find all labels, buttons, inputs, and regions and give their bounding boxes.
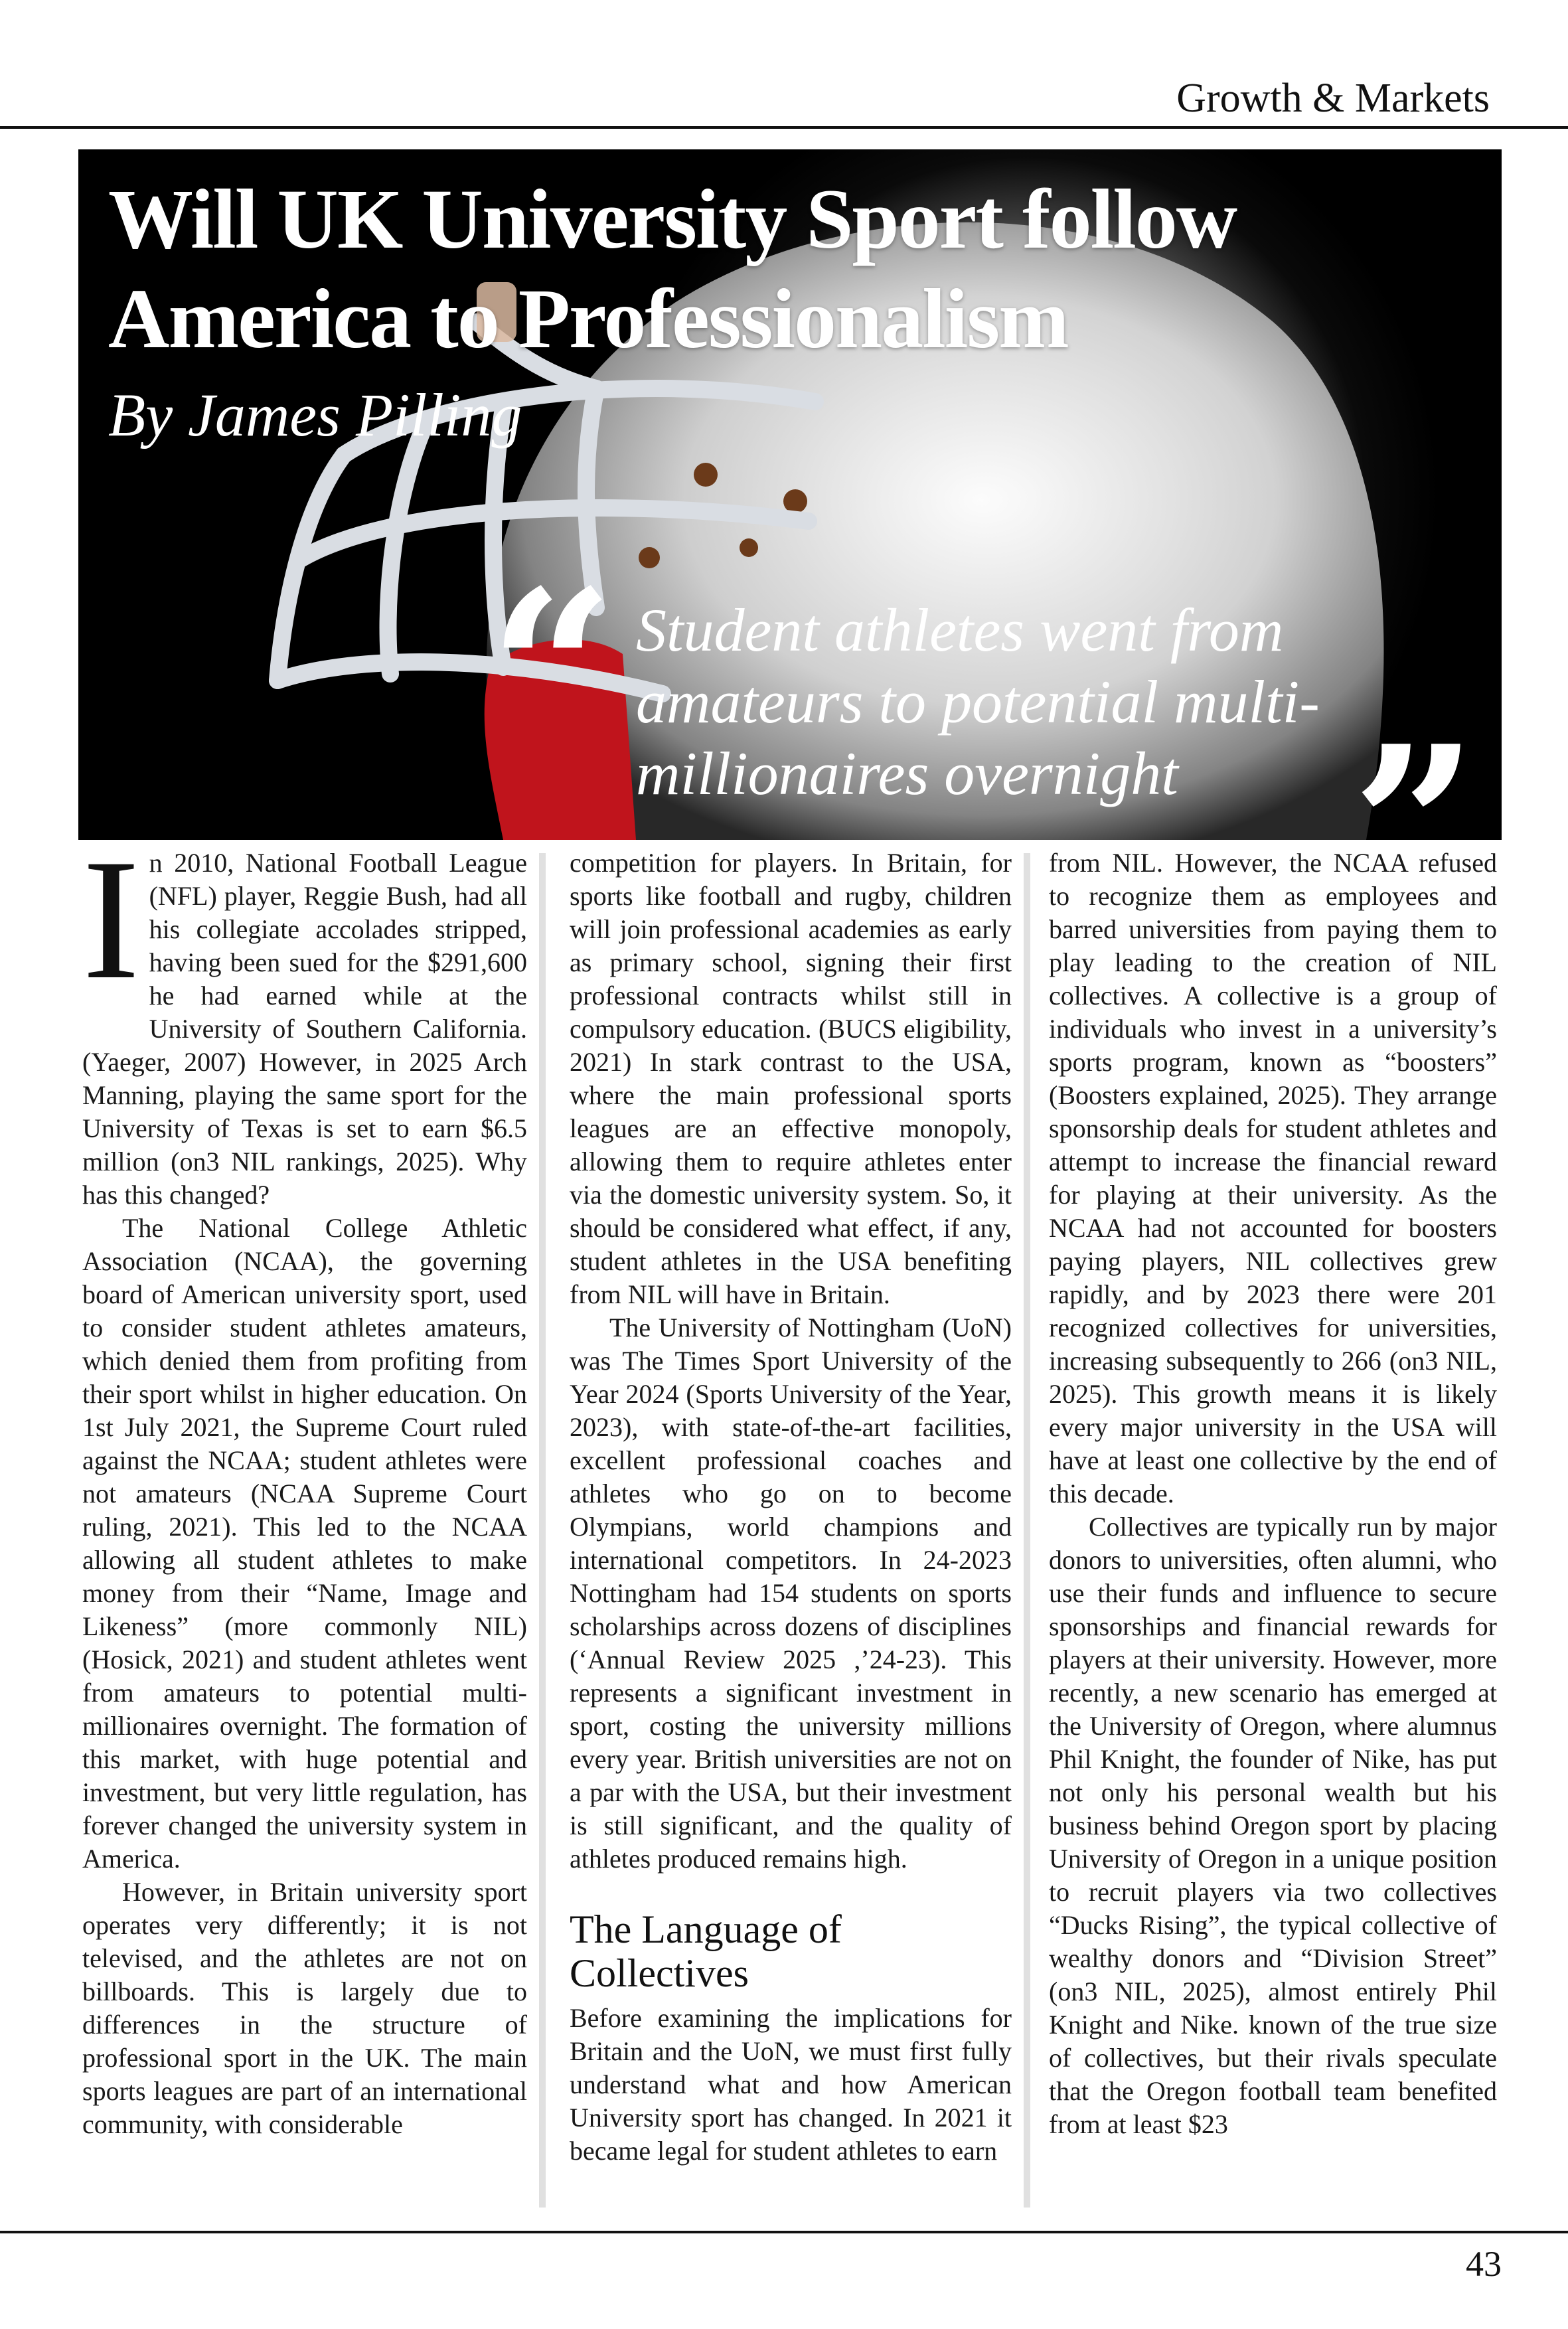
column-divider — [1024, 853, 1030, 2208]
paragraph: Before examining the implications for Britain and the UoN, we must first fully understand what and how American University sport has changed. In 2021 it became legal for student athletes to earn — [570, 2003, 1012, 2166]
paragraph: from NIL. However, the NCAA refused to recognize them as employees and barred universities from paying them to play leading to the creation of NIL collectives. A collective is a group of individuals who invest in a university’s sports program, known as “boosters” (Boosters explained, 2025). They arrange sponsorship deals for student athletes and attempt to increase the financial reward for playing at their university. As the NCAA had not accounted for boosters paying players, NIL collectives grew rapidly, and by 2023 there were 201 recognized collectives for universities, increasing subsequently to 266 (on3 NIL, 2025). This growth means it is likely every major university in the USA will have at least one collective by the end of this decade. — [1049, 848, 1497, 1508]
open-quote-mark: “ — [489, 542, 615, 799]
top-divider — [0, 126, 1568, 129]
paragraph: competition for players. In Britain, for sports like football and rugby, children will join professional academies as early as primary school, signing their first professional contracts whilst still in compulsory education. (BUCS eligibility, 2021) In stark contrast to the USA, where the main professional sports leagues are an effective monopoly, allowing them to require athletes enter via the domestic university system. So, it should be considered what effect, if any, student athletes in the USA benefiting from NIL will have in Britain. — [570, 848, 1012, 1309]
article-column-3 — [1049, 846, 1497, 2201]
close-quote-mark: ” — [1352, 698, 1478, 840]
paragraph: The National College Athletic Association (NCAA), the governing board of American university sport, used to consider student athletes amateurs, which denied them from profiting from their sport whilst in higher education. On 1st July 2021, the Supreme Court ruled against the NCAA; student athletes were not amateurs (NCAA Supreme Court ruling, 2021). This led to the NCAA allowing all student athletes to make money from their “Name, Image and Likeness” (more commonly NIL) (Hosick, 2021) and student athletes went from amateurs to potential multi-millionaires overnight. The formation of this market, with huge potential and investment, but very little regulation, has forever changed the university system in America. — [82, 1213, 527, 1874]
drop-cap: I — [82, 846, 140, 1015]
column-divider — [539, 853, 546, 2208]
hero-image — [78, 149, 1502, 840]
paragraph: Collectives are typically run by major donors to universities, often alumni, who use their funds and influence to secure sponsorships and financial rewards for players at their university. However, more recently, a new scenario has emerged at the University of Oregon, where alumnus Phil Knight, the founder of Nike, has put not only his personal wealth but his business behind Oregon sport by placing University of Oregon in a unique position to recruit players via two collectives “Ducks Rising”, the typical collective of wealthy donors and “Division Street” (on3 NIL, 2025), almost entirely Phil Knight and Nike. known of the true size of collectives, but their rivals speculate that the Oregon football team benefited from at least $23 — [1049, 1512, 1497, 2139]
article-column-1 — [82, 846, 527, 2201]
article-byline: By James Pilling — [108, 381, 522, 449]
page-number: 43 — [1466, 2244, 1502, 2284]
bottom-divider — [0, 2231, 1568, 2233]
helmet-screw — [783, 489, 807, 513]
section-subheading: The Language of Collectives — [570, 1907, 842, 1995]
helmet-screw — [694, 463, 718, 487]
helmet-screw — [639, 547, 660, 568]
paragraph: However, in Britain university sport operates very differently; it is not televised, and the athletes are not on billboards. This is largely due to differences in the structure of professional sport in the UK. The main sports leagues are part of an international community, with considerable — [82, 1877, 527, 2139]
section-label: Growth & Markets — [1176, 76, 1490, 121]
article-column-2 — [570, 846, 1012, 2201]
paragraph: n 2010, National Football League (NFL) player, Reggie Bush, had all his collegiate accolades stripped, having been sued for the $291,600 he had earned while at the University of Southern California. (Yaeger, 2007) However, in 2025 Arch Manning, playing the same sport for the University of Texas is set to earn $6.5 million (on3 NIL rankings, 2025). Why has this changed? — [82, 848, 527, 1210]
article-headline: Will UK University Sport follow America to Professionalism — [108, 172, 1237, 366]
helmet-screw — [740, 538, 758, 557]
pull-quote: Student athletes went from amateurs to potential multi-millionaires overnight — [636, 596, 1320, 807]
paragraph: The University of Nottingham (UoN) was The Times Sport University of the Year 2024 (Sports University of the Year, 2023), with state-of-the-art facilities, excellent professional coaches and athletes who go on to become Olympians, world champions and international competitors. In 24-2023 Nottingham had 154 students on sports scholarships across dozens of disciplines (‘Annual Review 2025 ,’24-23). This represents a significant investment in sport, costing the university millions every year. British universities are not on a par with the USA, but their investment is still significant, and the quality of athletes produced remains high. — [570, 1313, 1012, 1874]
